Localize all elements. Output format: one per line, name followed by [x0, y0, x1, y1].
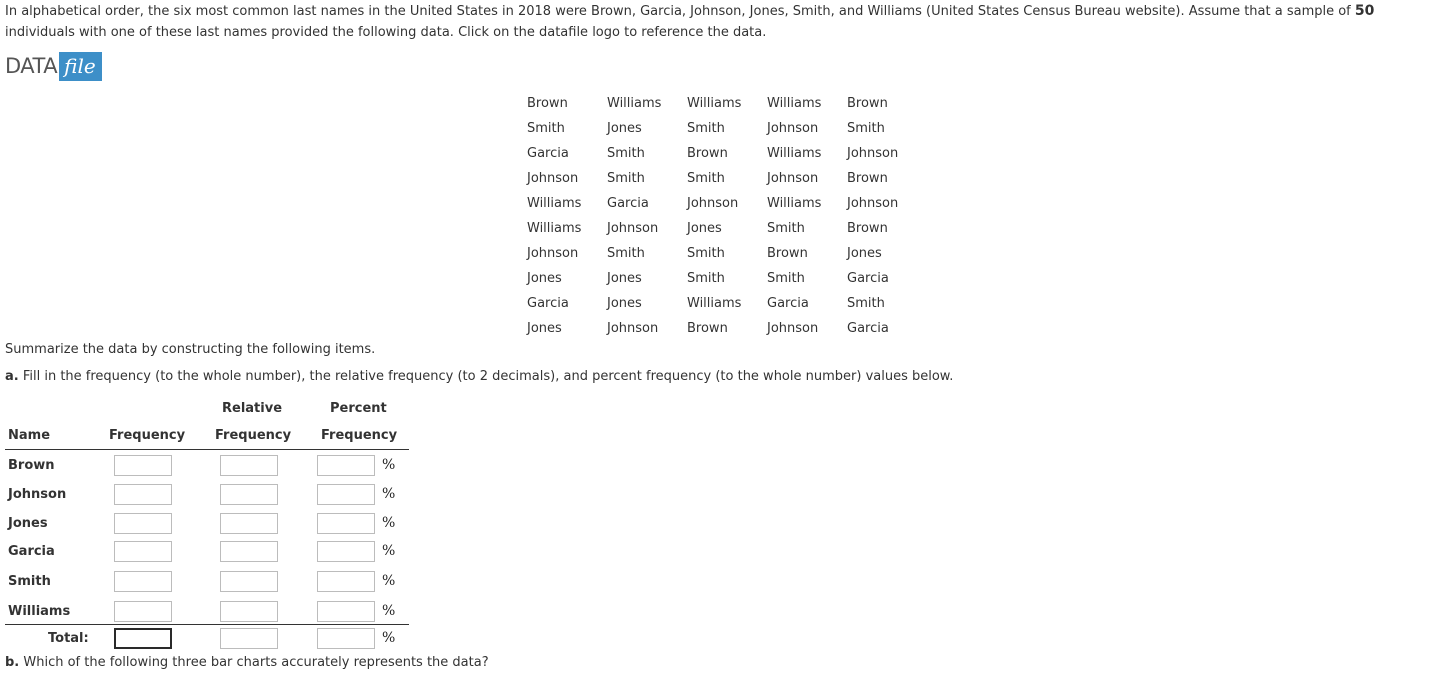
names-grid-cell: Jones [607, 271, 642, 286]
names-grid-cell: Johnson [767, 321, 819, 336]
jones-percent-symbol: % [382, 515, 396, 531]
header-percent-top: Percent [330, 401, 387, 416]
garcia-percent-frequency-input[interactable] [317, 541, 375, 562]
johnson-percent-symbol: % [382, 486, 396, 502]
names-grid-cell: Smith [607, 246, 645, 261]
jones-relative-frequency-input[interactable] [220, 513, 278, 534]
williams-frequency-input[interactable] [114, 601, 172, 622]
smith-relative-frequency-input[interactable] [220, 571, 278, 592]
datafile-logo-file-text: file [59, 52, 102, 81]
names-grid-cell: Smith [607, 146, 645, 161]
header-percent-bottom: Frequency [321, 428, 398, 443]
names-grid-cell: Williams [767, 96, 822, 111]
names-grid-cell: Garcia [847, 321, 889, 336]
brown-percent-symbol: % [382, 457, 396, 473]
smith-percent-symbol: % [382, 573, 396, 589]
names-grid-cell: Johnson [607, 221, 659, 236]
brown-percent-frequency-input[interactable] [317, 455, 375, 476]
names-grid-row [527, 141, 927, 166]
names-grid-cell: Smith [847, 296, 885, 311]
names-grid-cell: Jones [527, 321, 562, 336]
names-grid-cell: Brown [687, 146, 728, 161]
names-grid-row [527, 291, 927, 316]
names-grid-cell: Brown [767, 246, 808, 261]
names-grid-cell: Johnson [607, 321, 659, 336]
names-grid-cell: Johnson [767, 121, 819, 136]
names-grid-cell: Johnson [847, 146, 899, 161]
names-grid-row [527, 91, 927, 116]
jones-frequency-input[interactable] [114, 513, 172, 534]
sample-size: 50 [1354, 3, 1375, 19]
names-grid-row [527, 166, 927, 191]
names-grid-row [527, 241, 927, 266]
table-header-divider [5, 449, 409, 450]
names-grid-cell: Williams [527, 196, 582, 211]
names-grid-row [527, 191, 927, 216]
row-label-williams: Williams [8, 604, 71, 619]
brown-relative-frequency-input[interactable] [220, 455, 278, 476]
names-grid-cell: Smith [607, 171, 645, 186]
names-grid-cell: Jones [607, 296, 642, 311]
names-grid-cell: Brown [847, 171, 888, 186]
names-grid-cell: Williams [687, 296, 742, 311]
names-grid-cell: Johnson [527, 171, 579, 186]
williams-percent-frequency-input[interactable] [317, 601, 375, 622]
total-relative-frequency-input[interactable] [220, 628, 278, 649]
names-grid-cell: Garcia [527, 146, 569, 161]
names-grid-cell: Williams [767, 146, 822, 161]
names-grid-cell: Smith [687, 246, 725, 261]
names-grid-cell: Brown [847, 221, 888, 236]
names-grid-cell: Johnson [767, 171, 819, 186]
row-label-garcia: Garcia [8, 544, 55, 559]
names-grid-cell: Garcia [847, 271, 889, 286]
names-grid-cell: Brown [847, 96, 888, 111]
williams-relative-frequency-input[interactable] [220, 601, 278, 622]
williams-percent-symbol: % [382, 603, 396, 619]
names-grid-cell: Williams [687, 96, 742, 111]
datafile-logo-button[interactable] [5, 51, 102, 81]
smith-frequency-input[interactable] [114, 571, 172, 592]
names-grid-cell: Smith [527, 121, 565, 136]
datafile-logo-data-text: DATA [5, 54, 58, 78]
names-grid-cell: Williams [767, 196, 822, 211]
summarize-instruction: Summarize the data by constructing the following items. [5, 342, 376, 357]
header-relative-bottom: Frequency [215, 428, 292, 443]
header-relative-top: Relative [222, 401, 283, 416]
names-grid-cell: Garcia [527, 296, 569, 311]
names-grid-cell: Garcia [607, 196, 649, 211]
names-data-grid [527, 91, 927, 341]
total-percent-frequency-input[interactable] [317, 628, 375, 649]
names-grid-cell: Brown [687, 321, 728, 336]
names-grid-cell: Johnson [527, 246, 579, 261]
names-grid-row [527, 316, 927, 341]
row-label-johnson: Johnson [8, 487, 67, 502]
header-frequency: Frequency [109, 428, 186, 443]
question-text: In alphabetical order, the six most common last names in the United States in 2018 were Brown, Garcia, Johnson, Jones, Smith, and Williams (United States Census Bureau website). Assume that a sample of 50 individuals with one of these last names provided the following data. Click on the datafile logo to reference the data. [5, 3, 1375, 40]
smith-percent-frequency-input[interactable] [317, 571, 375, 592]
part-b-question: b. Which of the following three bar charts accurately represents the data? [5, 655, 489, 670]
header-name: Name [8, 428, 51, 443]
table-total-divider [5, 624, 409, 625]
names-grid-cell: Smith [767, 271, 805, 286]
names-grid-cell: Williams [607, 96, 662, 111]
brown-frequency-input[interactable] [114, 455, 172, 476]
row-label-jones: Jones [8, 516, 48, 531]
johnson-frequency-input[interactable] [114, 484, 172, 505]
part-a-question: a. Fill in the frequency (to the whole number), the relative frequency (to 2 decimals), and percent frequency (to the whole number) values below. [5, 369, 954, 384]
garcia-percent-symbol: % [382, 543, 396, 559]
names-grid-cell: Smith [687, 121, 725, 136]
row-label-smith: Smith [8, 574, 51, 589]
names-grid-row [527, 116, 927, 141]
names-grid-cell: Garcia [767, 296, 809, 311]
names-grid-cell: Smith [687, 271, 725, 286]
names-grid-cell: Johnson [687, 196, 739, 211]
jones-percent-frequency-input[interactable] [317, 513, 375, 534]
names-grid-cell: Smith [687, 171, 725, 186]
names-grid-cell: Brown [527, 96, 568, 111]
names-grid-cell: Jones [687, 221, 722, 236]
names-grid-cell: Jones [527, 271, 562, 286]
total-frequency-input[interactable] [114, 628, 172, 649]
names-grid-row [527, 216, 927, 241]
names-grid-row [527, 266, 927, 291]
johnson-percent-frequency-input[interactable] [317, 484, 375, 505]
total-percent-symbol: % [382, 630, 396, 646]
total-label: Total: [48, 631, 89, 646]
names-grid-cell: Johnson [847, 196, 899, 211]
names-grid-cell: Jones [847, 246, 882, 261]
names-grid-cell: Williams [527, 221, 582, 236]
names-grid-cell: Smith [847, 121, 885, 136]
garcia-frequency-input[interactable] [114, 541, 172, 562]
johnson-relative-frequency-input[interactable] [220, 484, 278, 505]
garcia-relative-frequency-input[interactable] [220, 541, 278, 562]
row-label-brown: Brown [8, 458, 55, 473]
names-grid-cell: Jones [607, 121, 642, 136]
names-grid-cell: Smith [767, 221, 805, 236]
